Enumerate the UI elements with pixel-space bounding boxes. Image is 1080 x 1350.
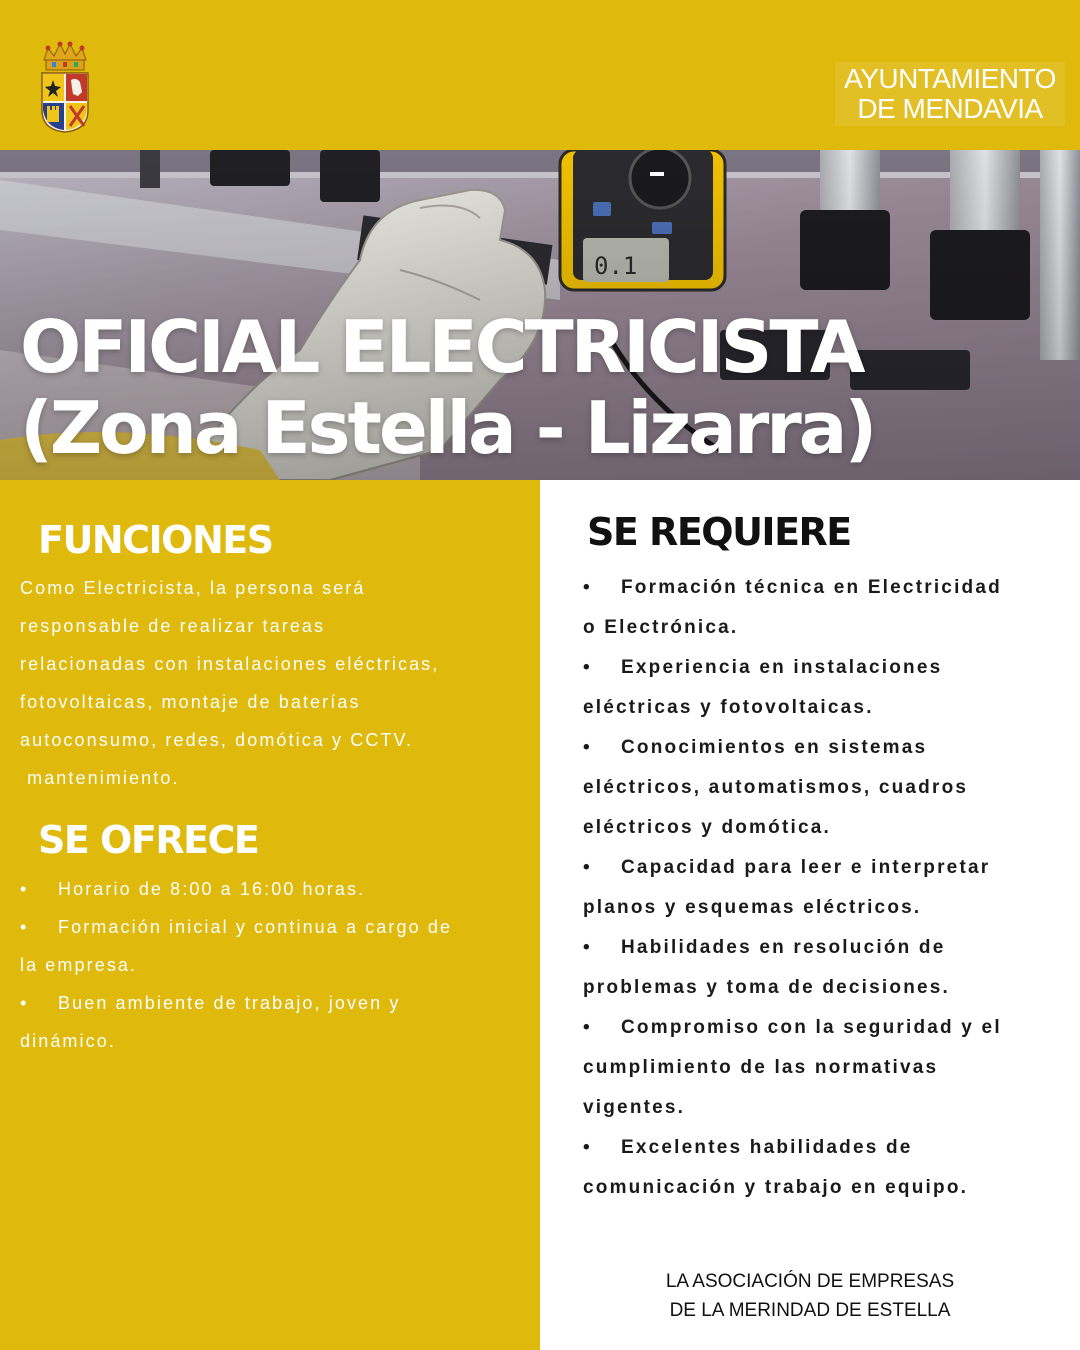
list-item-continuation: dinámico. bbox=[20, 1031, 116, 1051]
list-item-continuation: comunicación y trabajo en equipo. bbox=[583, 1177, 969, 1198]
funciones-line: responsable de realizar tareas bbox=[20, 616, 326, 636]
se-requiere-heading: SE REQUIERE bbox=[587, 510, 851, 554]
org-name-line-1: AYUNTAMIENTO bbox=[844, 63, 1056, 94]
job-title-line-2: (Zona Estella - Lizarra) bbox=[20, 386, 875, 470]
bullet-icon: • bbox=[20, 917, 29, 937]
list-item-continuation: o Electrónica. bbox=[583, 617, 739, 638]
list-item bbox=[20, 984, 452, 1022]
funciones-line: relacionadas con instalaciones eléctricas, bbox=[20, 654, 440, 674]
list-item bbox=[20, 908, 452, 946]
footer-association-line-2: DE LA MERINDAD DE ESTELLA bbox=[669, 1300, 951, 1321]
hero-banner bbox=[0, 150, 1080, 480]
list-item bbox=[583, 568, 1002, 608]
left-column bbox=[0, 480, 540, 1350]
organization-name bbox=[835, 62, 1065, 126]
list-item bbox=[583, 848, 1002, 888]
list-item bbox=[583, 728, 1002, 768]
list-item-text: Formación técnica en Electricidad bbox=[621, 577, 1002, 598]
right-column bbox=[540, 480, 1080, 1350]
list-item-continuation: eléctricos y domótica. bbox=[583, 817, 831, 838]
list-item-text: Horario de 8:00 a 16:00 horas. bbox=[58, 879, 366, 899]
funciones-line: fotovoltaicas, montaje de baterías bbox=[20, 692, 361, 712]
bullet-icon: • bbox=[20, 879, 29, 899]
list-item bbox=[583, 1008, 1002, 1048]
bullet-icon: • bbox=[20, 993, 29, 1013]
list-item-continuation: problemas y toma de decisiones. bbox=[583, 977, 951, 998]
list-item bbox=[583, 648, 1002, 688]
list-item-continuation: la empresa. bbox=[20, 955, 138, 975]
list-item-text: Excelentes habilidades de bbox=[621, 1137, 913, 1158]
se-ofrece-list bbox=[20, 870, 452, 1060]
se-requiere-list bbox=[583, 568, 1002, 1208]
list-item-continuation: eléctricos, automatismos, cuadros bbox=[583, 777, 969, 798]
footer-association-line-1: LA ASOCIACIÓN DE EMPRESAS bbox=[665, 1271, 955, 1292]
list-item-continuation: planos y esquemas eléctricos. bbox=[583, 897, 922, 918]
list-item-continuation: cumplimiento de las normativas bbox=[583, 1057, 939, 1078]
funciones-line: autoconsumo, redes, domótica y CCTV. bbox=[20, 730, 414, 750]
list-item bbox=[20, 870, 452, 908]
list-item-text: Habilidades en resolución de bbox=[621, 937, 946, 958]
bullet-icon: • bbox=[583, 857, 592, 878]
list-item-text: Experiencia en instalaciones bbox=[621, 657, 943, 678]
job-title-line-1: OFICIAL ELECTRICISTA bbox=[20, 305, 863, 389]
bullet-icon: • bbox=[583, 1017, 592, 1038]
funciones-line: Como Electricista, la persona será bbox=[20, 578, 366, 598]
list-item-continuation: vigentes. bbox=[583, 1097, 686, 1118]
funciones-line: mantenimiento. bbox=[20, 768, 180, 788]
list-item bbox=[583, 928, 1002, 968]
bullet-icon: • bbox=[583, 937, 592, 958]
bullet-icon: • bbox=[583, 657, 592, 678]
list-item-text: Capacidad para leer e interpretar bbox=[621, 857, 991, 878]
bullet-icon: • bbox=[583, 577, 592, 598]
funciones-heading: FUNCIONES bbox=[38, 518, 273, 562]
list-item-text: Buen ambiente de trabajo, joven y bbox=[58, 993, 401, 1013]
coat-of-arms-icon bbox=[38, 40, 92, 134]
bullet-icon: • bbox=[583, 1137, 592, 1158]
list-item-text: Formación inicial y continua a cargo de bbox=[58, 917, 453, 937]
list-item-text: Conocimientos en sistemas bbox=[621, 737, 928, 758]
funciones-text bbox=[20, 569, 439, 797]
list-item-text: Compromiso con la seguridad y el bbox=[621, 1017, 1002, 1038]
list-item bbox=[583, 1128, 1002, 1168]
se-ofrece-heading: SE OFRECE bbox=[38, 818, 259, 862]
org-name-line-2: DE MENDAVIA bbox=[857, 93, 1043, 124]
list-item-continuation: eléctricas y fotovoltaicas. bbox=[583, 697, 874, 718]
bullet-icon: • bbox=[583, 737, 592, 758]
header-bar bbox=[0, 0, 1080, 150]
